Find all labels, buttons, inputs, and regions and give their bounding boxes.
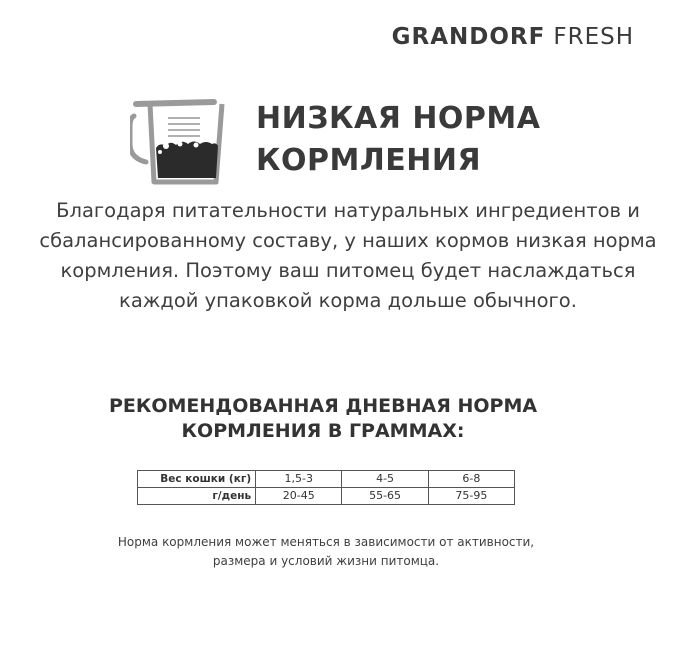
brand-name-bold: GRANDORF — [391, 24, 546, 50]
brand-logo — [392, 24, 634, 50]
table-cell: 6-8 — [428, 471, 514, 488]
table-row — [138, 488, 515, 505]
headline-line-1: НИЗКАЯ НОРМА — [256, 101, 541, 136]
headline-line-2: КОРМЛЕНИЯ — [256, 143, 482, 178]
measuring-jug-icon — [130, 96, 230, 186]
table-cell: 1,5-3 — [256, 471, 342, 488]
section-heading-line-2: КОРМЛЕНИЯ В ГРАММАХ: — [181, 420, 465, 442]
lead-line-4: каждой упаковкой корма дольше обычного. — [119, 289, 577, 312]
lead-paragraph — [20, 196, 676, 316]
footnote-line-1: Норма кормления может меняться в зависимости от активности, — [117, 535, 535, 549]
table-cell: 75-95 — [428, 488, 514, 505]
lead-line-2: сбалансированному составу, у наших кормов низкая норма — [39, 229, 657, 252]
table-cell: 55-65 — [342, 488, 428, 505]
brand-name-light: FRESH — [553, 24, 634, 50]
section-heading — [0, 394, 646, 444]
row-label-weight: Вес кошки (кг) — [138, 471, 256, 488]
lead-line-1: Благодаря питательности натуральных ингредиентов и — [56, 199, 640, 222]
lead-line-3: кормления. Поэтому ваш питомец будет наслаждаться — [60, 259, 636, 282]
headline — [256, 98, 540, 182]
feeding-table — [137, 470, 515, 505]
section-heading-line-1: РЕКОМЕНДОВАННАЯ ДНЕВНАЯ НОРМА — [108, 395, 538, 417]
table-cell: 20-45 — [256, 488, 342, 505]
footnote-line-2: размера и условий жизни питомца. — [212, 554, 440, 568]
table-cell: 4-5 — [342, 471, 428, 488]
footnote — [0, 533, 652, 571]
row-label-grams: г/день — [138, 488, 256, 505]
table-row — [138, 471, 515, 488]
